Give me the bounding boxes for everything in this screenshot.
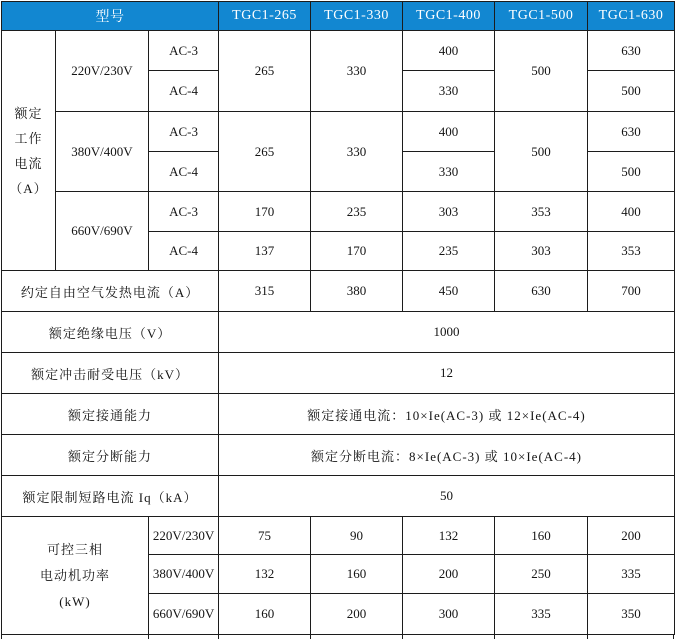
header-row [2, 2, 675, 31]
motor-power-label-line: 可控三相 [46, 541, 103, 557]
cell-motor-380v-tgc400: 200 [403, 555, 495, 594]
cell-660v-ac4-tgc400: 235 [403, 232, 495, 271]
cell-660v-ac4-tgc265: 137 [219, 232, 311, 271]
voltage-label-380v: 380V/400V [56, 112, 149, 192]
cell-insulation-voltage: 1000 [219, 312, 675, 353]
cell-motor-220v-tgc265: 75 [219, 517, 311, 555]
cell-motor-660v-tgc630: 350 [588, 594, 675, 635]
cell-impulse-voltage: 12 [219, 353, 675, 394]
model-header-tgc1-630: TGC1-630 [588, 2, 675, 31]
cell-380v-ac3-tgc400: 400 [403, 112, 495, 152]
cell-thermal-tgc330: 380 [311, 271, 403, 312]
row-making-capacity [2, 394, 675, 435]
cell-220v-ac3-tgc400: 400 [403, 31, 495, 71]
insulation-voltage-label: 额定绝缘电压（V） [2, 312, 219, 353]
cell-660v-ac3-tgc400: 303 [403, 192, 495, 232]
cell-thermal-tgc265: 315 [219, 271, 311, 312]
group-label-line: 电流 [14, 155, 43, 171]
motor-power-group-label [2, 517, 149, 635]
cell-motor-660v-tgc330: 200 [311, 594, 403, 635]
voltage-label-220v: 220V/230V [56, 31, 149, 112]
impulse-voltage-label: 额定冲击耐受电压（kV） [2, 353, 219, 394]
cell-motor-660v-tgc265: 160 [219, 594, 311, 635]
cell-220v-ac4-tgc400: 330 [403, 71, 495, 112]
cell-220v-tgc330: 330 [311, 31, 403, 112]
cell-motor-380v-tgc500: 250 [495, 555, 588, 594]
cell-660v-ac4-tgc630: 353 [588, 232, 675, 271]
cell-660v-ac3-tgc265: 170 [219, 192, 311, 232]
cell-thermal-tgc500: 630 [495, 271, 588, 312]
cell-380v-ac3-tgc630: 630 [588, 112, 675, 152]
cell-motor-220v-tgc630: 200 [588, 517, 675, 555]
motor-power-label-line: (kW) [59, 593, 91, 609]
row-breaking-capacity [2, 435, 675, 476]
motor-voltage-380v: 380V/400V [149, 555, 219, 594]
cell-making-capacity: 额定接通电流：10×Ie(AC-3) 或 12×Ie(AC-4) [219, 394, 675, 435]
cell-motor-660v-tgc400: 300 [403, 594, 495, 635]
group-label-line: 工作 [14, 130, 43, 146]
utilization-ac4-label: AC-4 [149, 152, 219, 192]
cell-660v-ac4-tgc500: 303 [495, 232, 588, 271]
utilization-ac3-label: AC-3 [149, 112, 219, 152]
motor-voltage-220v: 220V/230V [149, 517, 219, 555]
model-header-tgc1-400: TGC1-400 [403, 2, 495, 31]
cell-motor-660v-tgc500: 335 [495, 594, 588, 635]
motor-power-label-line: 电动机功率 [39, 567, 110, 583]
cell-380v-tgc330: 330 [311, 112, 403, 192]
cell-thermal-tgc400: 450 [403, 271, 495, 312]
cell-220v-tgc500: 500 [495, 31, 588, 112]
utilization-ac3-label: AC-3 [149, 192, 219, 232]
tgc1-spec-table [1, 1, 675, 635]
model-header-tgc1-265: TGC1-265 [219, 2, 311, 31]
cell-660v-ac3-tgc330: 235 [311, 192, 403, 232]
row-220v-ac3 [2, 31, 675, 71]
group-label-line: （A） [9, 180, 48, 196]
group-label-line: 额定 [14, 105, 43, 121]
cell-breaking-capacity: 额定分断电流：8×Ie(AC-3) 或 10×Ie(AC-4) [219, 435, 675, 476]
cell-motor-380v-tgc265: 132 [219, 555, 311, 594]
utilization-ac3-label: AC-3 [149, 31, 219, 71]
cell-thermal-tgc630: 700 [588, 271, 675, 312]
row-380v-ac3 [2, 112, 675, 152]
row-insulation-voltage [2, 312, 675, 353]
utilization-ac4-label: AC-4 [149, 71, 219, 112]
cell-motor-220v-tgc500: 160 [495, 517, 588, 555]
voltage-label-660v: 660V/690V [56, 192, 149, 271]
cell-220v-ac3-tgc630: 630 [588, 31, 675, 71]
cell-380v-ac4-tgc630: 500 [588, 152, 675, 192]
cell-380v-tgc265: 265 [219, 112, 311, 192]
cell-660v-ac4-tgc330: 170 [311, 232, 403, 271]
thermal-current-label: 约定自由空气发热电流（A） [2, 271, 219, 312]
cell-motor-380v-tgc330: 160 [311, 555, 403, 594]
cell-220v-tgc265: 265 [219, 31, 311, 112]
model-header-tgc1-330: TGC1-330 [311, 2, 403, 31]
cell-380v-ac4-tgc400: 330 [403, 152, 495, 192]
model-header-tgc1-500: TGC1-500 [495, 2, 588, 31]
cell-motor-220v-tgc400: 132 [403, 517, 495, 555]
making-capacity-label: 额定接通能力 [2, 394, 219, 435]
row-motor-power-220v [2, 517, 675, 555]
cutoff-next-row [1, 635, 674, 639]
cell-short-circuit-current: 50 [219, 476, 675, 517]
cell-motor-380v-tgc630: 335 [588, 555, 675, 594]
cell-220v-ac4-tgc630: 500 [588, 71, 675, 112]
row-impulse-voltage [2, 353, 675, 394]
cell-motor-220v-tgc330: 90 [311, 517, 403, 555]
row-660v-ac3 [2, 192, 675, 232]
row-short-circuit-current [2, 476, 675, 517]
cell-660v-ac3-tgc630: 400 [588, 192, 675, 232]
short-circuit-current-label: 额定限制短路电流 Iq（kA） [2, 476, 219, 517]
breaking-capacity-label: 额定分断能力 [2, 435, 219, 476]
utilization-ac4-label: AC-4 [149, 232, 219, 271]
model-header-label: 型号 [2, 2, 219, 31]
cell-380v-tgc500: 500 [495, 112, 588, 192]
motor-voltage-660v: 660V/690V [149, 594, 219, 635]
row-thermal-current [2, 271, 675, 312]
cell-660v-ac3-tgc500: 353 [495, 192, 588, 232]
rated-current-group-label [2, 31, 56, 271]
